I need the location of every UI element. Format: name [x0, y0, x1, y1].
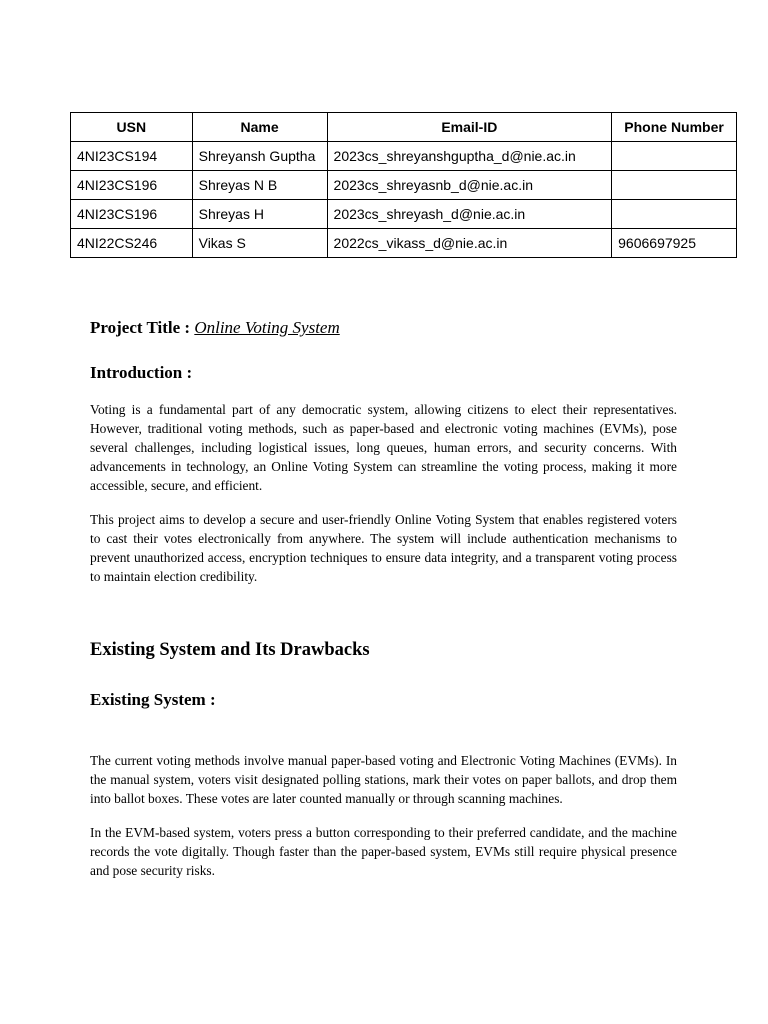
header-phone: Phone Number [612, 113, 737, 142]
table-row [71, 171, 737, 200]
header-name: Name [192, 113, 327, 142]
existing-system-paragraph-2: In the EVM-based system, voters press a button corresponding to their preferred candidate, and the machine records the vote digitally. Though faster than the paper-based system, EVMs still require physical presence and pose security risks. [90, 825, 677, 878]
existing-system-subheading: Existing System : [90, 690, 216, 709]
cell-email: 2023cs_shreyanshguptha_d@nie.ac.in [327, 142, 612, 171]
cell-email: 2023cs_shreyash_d@nie.ac.in [327, 200, 612, 229]
cell-usn: 4NI22CS246 [71, 229, 193, 258]
project-title-value: Online Voting System [194, 318, 340, 337]
table-row [71, 229, 737, 258]
cell-phone [612, 171, 737, 200]
cell-phone: 9606697925 [612, 229, 737, 258]
cell-usn: 4NI23CS196 [71, 171, 193, 200]
project-title-heading [90, 318, 340, 338]
cell-usn: 4NI23CS196 [71, 200, 193, 229]
table-header-row [71, 113, 737, 142]
cell-phone [612, 200, 737, 229]
cell-email: 2023cs_shreyasnb_d@nie.ac.in [327, 171, 612, 200]
table-row [71, 142, 737, 171]
cell-email: 2022cs_vikass_d@nie.ac.in [327, 229, 612, 258]
cell-phone [612, 142, 737, 171]
cell-name: Shreyas H [192, 200, 327, 229]
cell-name: Vikas S [192, 229, 327, 258]
introduction-paragraph-1: Voting is a fundamental part of any democratic system, allowing citizens to elect their representatives. However, traditional voting methods, such as paper-based and electronic voting machines (EVMs), pose several challenges, including logistical issues, long queues, human errors, and security concerns. With advancements in technology, an Online Voting System can streamline the voting process, making it more accessible, secure, and efficient. [90, 402, 677, 493]
header-usn: USN [71, 113, 193, 142]
project-title-label: Project Title : [90, 318, 195, 337]
header-email: Email-ID [327, 113, 612, 142]
introduction-paragraph-2: This project aims to develop a secure and user-friendly Online Voting System that enables registered voters to cast their votes electronically from anywhere. The system will include authentication mechanisms to prevent unauthorized access, encryption techniques to ensure data integrity, and a transparent voting process to maintain election credibility. [90, 512, 677, 584]
cell-name: Shreyansh Guptha [192, 142, 327, 171]
members-table [70, 112, 737, 258]
existing-system-section-heading: Existing System and Its Drawbacks [90, 640, 370, 660]
table-row [71, 200, 737, 229]
introduction-heading: Introduction : [90, 363, 193, 382]
cell-name: Shreyas N B [192, 171, 327, 200]
existing-system-paragraph-1: The current voting methods involve manual paper-based voting and Electronic Voting Machines (EVMs). In the manual system, voters visit designated polling stations, mark their votes on paper ballots, and drop them into ballot boxes. These votes are later counted manually or through scanning machines. [90, 753, 677, 806]
cell-usn: 4NI23CS194 [71, 142, 193, 171]
